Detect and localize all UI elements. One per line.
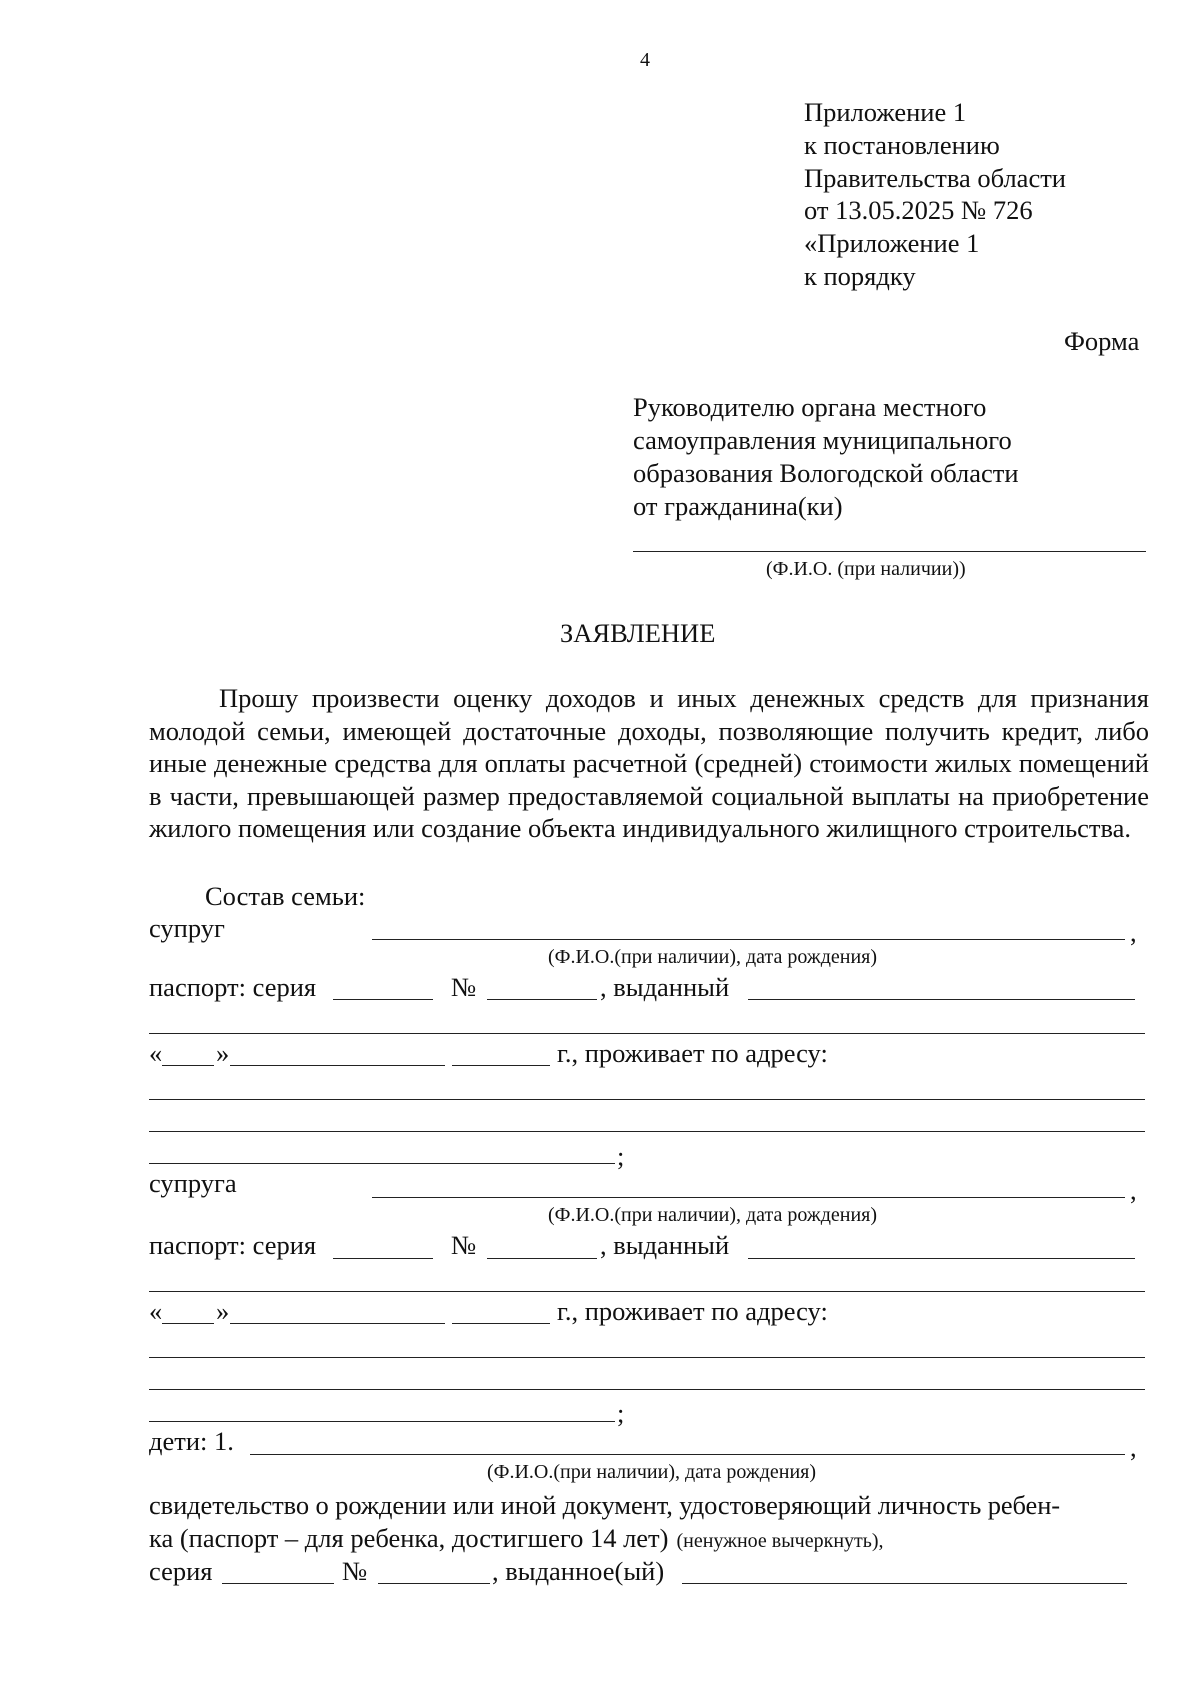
husband-lives-at-label: г., проживает по адресу:: [557, 1038, 828, 1068]
cross-out-note: (ненужное вычеркнуть),: [676, 1530, 884, 1552]
children-label: дети: 1.: [149, 1426, 234, 1456]
addressee-line: от гражданина(ки): [633, 491, 843, 521]
form-label: Форма: [1064, 326, 1140, 356]
husband-address-line-1[interactable]: [149, 1099, 1145, 1100]
husband-date-open-quote: «: [149, 1038, 163, 1068]
body-paragraph: [149, 682, 1149, 845]
husband-issued-label: , выданный: [600, 972, 730, 1002]
child-document-number-field[interactable]: [378, 1583, 490, 1584]
addressee-line: самоуправления муниципального: [633, 425, 1012, 455]
husband-issue-year-field[interactable]: [452, 1065, 550, 1066]
husband-passport-series-label: паспорт: серия: [149, 972, 317, 1002]
child-number-sign: №: [342, 1556, 368, 1586]
fio-caption-top: (Ф.И.О. (при наличии)): [766, 558, 966, 580]
appendix-line: Правительства области: [804, 163, 1066, 193]
child-issued-label: , выданное(ый): [492, 1556, 665, 1586]
children-comma: ,: [1130, 1432, 1137, 1462]
appendix-line: к порядку: [804, 261, 916, 291]
wife-address-line-2[interactable]: [149, 1389, 1145, 1390]
children-certificate-line-2: [149, 1522, 884, 1554]
child-1-fio-field[interactable]: [250, 1454, 1125, 1455]
wife-fio-caption: (Ф.И.О.(при наличии), дата рождения): [548, 1204, 878, 1226]
wife-comma: ,: [1130, 1175, 1137, 1205]
husband-issue-day-field[interactable]: [162, 1065, 214, 1066]
husband-fio-field[interactable]: [372, 939, 1125, 940]
document-title: ЗАЯВЛЕНИЕ: [560, 618, 716, 648]
husband-fio-caption: (Ф.И.О.(при наличии), дата рождения): [548, 946, 878, 968]
wife-address-line-3[interactable]: [149, 1421, 615, 1422]
appendix-line: от 13.05.2025 № 726: [804, 195, 1033, 225]
wife-date-close-quote: »: [216, 1296, 230, 1326]
wife-date-open-quote: «: [149, 1296, 163, 1326]
page-number: 4: [640, 49, 650, 71]
wife-passport-series-label: паспорт: серия: [149, 1230, 317, 1260]
children-certificate-text: ка (паспорт – для ребенка, достигшего 14 лет): [149, 1523, 669, 1553]
husband-issued-field[interactable]: [748, 999, 1135, 1000]
child-issued-field[interactable]: [682, 1583, 1127, 1584]
wife-issued-label: , выданный: [600, 1230, 730, 1260]
addressee-line: образования Вологодской области: [633, 458, 1019, 488]
wife-lives-at-label: г., проживает по адресу:: [557, 1296, 828, 1326]
wife-issued-continuation-field[interactable]: [149, 1291, 1145, 1292]
wife-issue-day-field[interactable]: [162, 1323, 214, 1324]
appendix-line: Приложение 1: [804, 97, 967, 127]
husband-passport-series-field[interactable]: [333, 999, 433, 1000]
body-text: Прошу произвести оценку доходов и иных денежных средств для признания молодой семьи, имеющей достаточные доходы, позволяющие получить кредит, либо иные денежные средства для оплаты расчетной (средней) стоимости жилых помещений в части, превышающей размер предоставляемой социальной выплаты на приобретение жилого помещения или создание объекта индивидуального жилищного строительства.: [149, 683, 1149, 844]
wife-issued-field[interactable]: [748, 1258, 1135, 1259]
husband-issue-month-field[interactable]: [230, 1065, 445, 1066]
husband-address-line-2[interactable]: [149, 1131, 1145, 1132]
wife-semicolon: ;: [617, 1398, 625, 1428]
husband-date-close-quote: »: [216, 1038, 230, 1068]
wife-number-sign: №: [451, 1230, 477, 1260]
husband-issued-continuation-field[interactable]: [149, 1033, 1145, 1034]
children-fio-caption: (Ф.И.О.(при наличии), дата рождения): [487, 1461, 817, 1483]
wife-address-line-1[interactable]: [149, 1357, 1145, 1358]
wife-issue-month-field[interactable]: [230, 1323, 445, 1324]
appendix-line: «Приложение 1: [804, 228, 980, 258]
wife-passport-series-field[interactable]: [333, 1258, 433, 1259]
wife-passport-number-field[interactable]: [487, 1258, 597, 1259]
appendix-line: к постановлению: [804, 130, 1000, 160]
applicant-fio-line[interactable]: [633, 551, 1146, 552]
husband-address-line-3[interactable]: [149, 1163, 615, 1164]
child-document-series-field[interactable]: [222, 1583, 334, 1584]
children-certificate-line-1: свидетельство о рождении или иной документ, удостоверяющий личность ребен-: [149, 1490, 1061, 1520]
addressee-line: Руководителю органа местного: [633, 392, 987, 422]
husband-semicolon: ;: [617, 1141, 625, 1171]
husband-label: супруг: [149, 913, 225, 943]
family-heading: Состав семьи:: [205, 881, 366, 911]
wife-issue-year-field[interactable]: [452, 1323, 550, 1324]
wife-fio-field[interactable]: [372, 1197, 1125, 1198]
child-series-label: серия: [149, 1556, 213, 1586]
wife-label: супруга: [149, 1168, 237, 1198]
husband-passport-number-field[interactable]: [487, 999, 597, 1000]
husband-number-sign: №: [451, 972, 477, 1002]
husband-comma: ,: [1130, 917, 1137, 947]
